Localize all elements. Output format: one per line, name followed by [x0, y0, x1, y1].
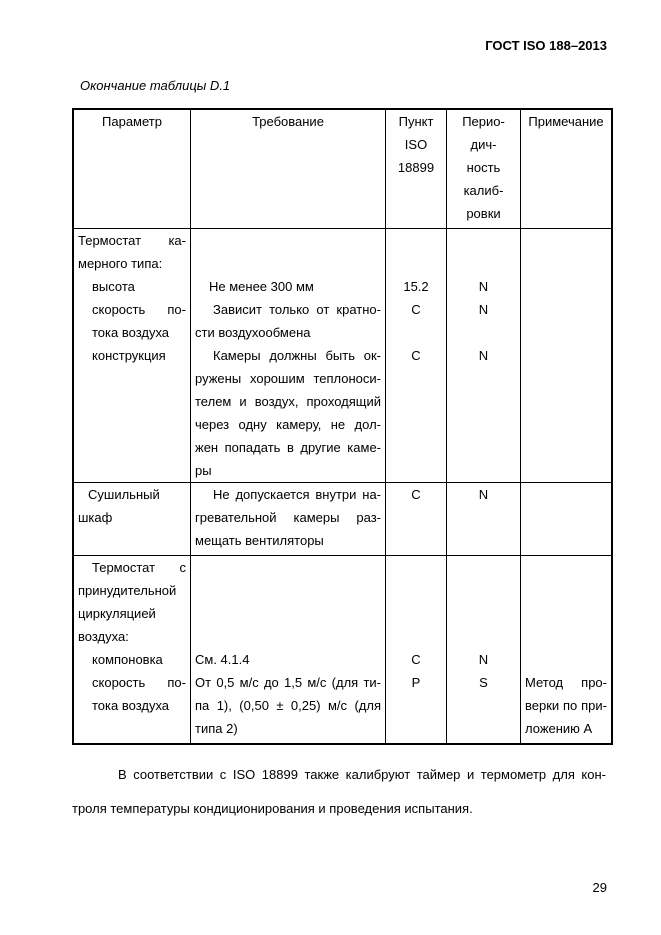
clause-cell: C	[386, 344, 447, 483]
param-cell: компоновка	[73, 648, 191, 671]
period-cell: S	[447, 671, 521, 744]
requirement-cell: Камеры должны быть ок- ружены хорошим теплоноси- телем и воздух, проходящий через одну камеру, не дол- жен попадать в другие каме- ры	[191, 344, 386, 483]
table-row	[73, 229, 612, 276]
page-number: 29	[592, 880, 607, 895]
period-cell: N	[447, 298, 521, 344]
section-title: Сушильный шкаф	[73, 483, 191, 556]
header-clause: Пункт ISO 18899	[386, 109, 447, 229]
requirement-cell: Зависит только от кратно- сти воздухообмена	[191, 298, 386, 344]
table-row	[73, 344, 612, 483]
param-cell: конструкция	[73, 344, 191, 483]
period-cell: N	[447, 648, 521, 671]
table-row	[73, 671, 612, 744]
table-caption: Окончание таблицы D.1	[80, 78, 231, 93]
clause-cell: C	[386, 648, 447, 671]
table-row	[73, 556, 612, 649]
table-row	[73, 298, 612, 344]
body-paragraph: В соответствии с ISO 18899 также калибруют таймер и термометр для кон- троля температуры кондиционирования и проведения испытания.	[72, 767, 606, 816]
table-row	[73, 275, 612, 298]
clause-cell: P	[386, 671, 447, 744]
requirement-cell: Не допускается внутри на- гревательной камеры раз- мещать вентиляторы	[191, 483, 386, 556]
param-cell: скорость по- тока воздуха	[73, 298, 191, 344]
section-title: Термостат ка- мерного типа:	[73, 229, 191, 276]
period-cell: N	[447, 483, 521, 556]
table-row	[73, 483, 612, 556]
clause-cell: 15.2	[386, 275, 447, 298]
period-cell: N	[447, 275, 521, 298]
note-cell: Метод про- верки по при- ложению A	[521, 671, 613, 744]
table-row	[73, 648, 612, 671]
header-requirement: Требование	[191, 109, 386, 229]
param-cell: скорость по- тока воздуха	[73, 671, 191, 744]
requirement-cell: От 0,5 м/с до 1,5 м/с (для ти- па 1), (0,50 ± 0,25) м/с (для типа 2)	[191, 671, 386, 744]
calibration-table	[72, 108, 613, 745]
header-periodicity: Перио- дич- ность калиб- ровки	[447, 109, 521, 229]
header-parameter: Параметр	[73, 109, 191, 229]
clause-cell: C	[386, 483, 447, 556]
requirement-cell: Не менее 300 мм	[191, 275, 386, 298]
param-cell: высота	[73, 275, 191, 298]
section-title: Термостат с принудительной циркуляцией воздуха:	[73, 556, 191, 649]
table-header-row	[73, 109, 612, 229]
period-cell: N	[447, 344, 521, 483]
standard-designation: ГОСТ ISO 188–2013	[485, 38, 607, 53]
requirement-cell: См. 4.1.4	[191, 648, 386, 671]
clause-cell: C	[386, 298, 447, 344]
header-note: Примечание	[521, 109, 613, 229]
